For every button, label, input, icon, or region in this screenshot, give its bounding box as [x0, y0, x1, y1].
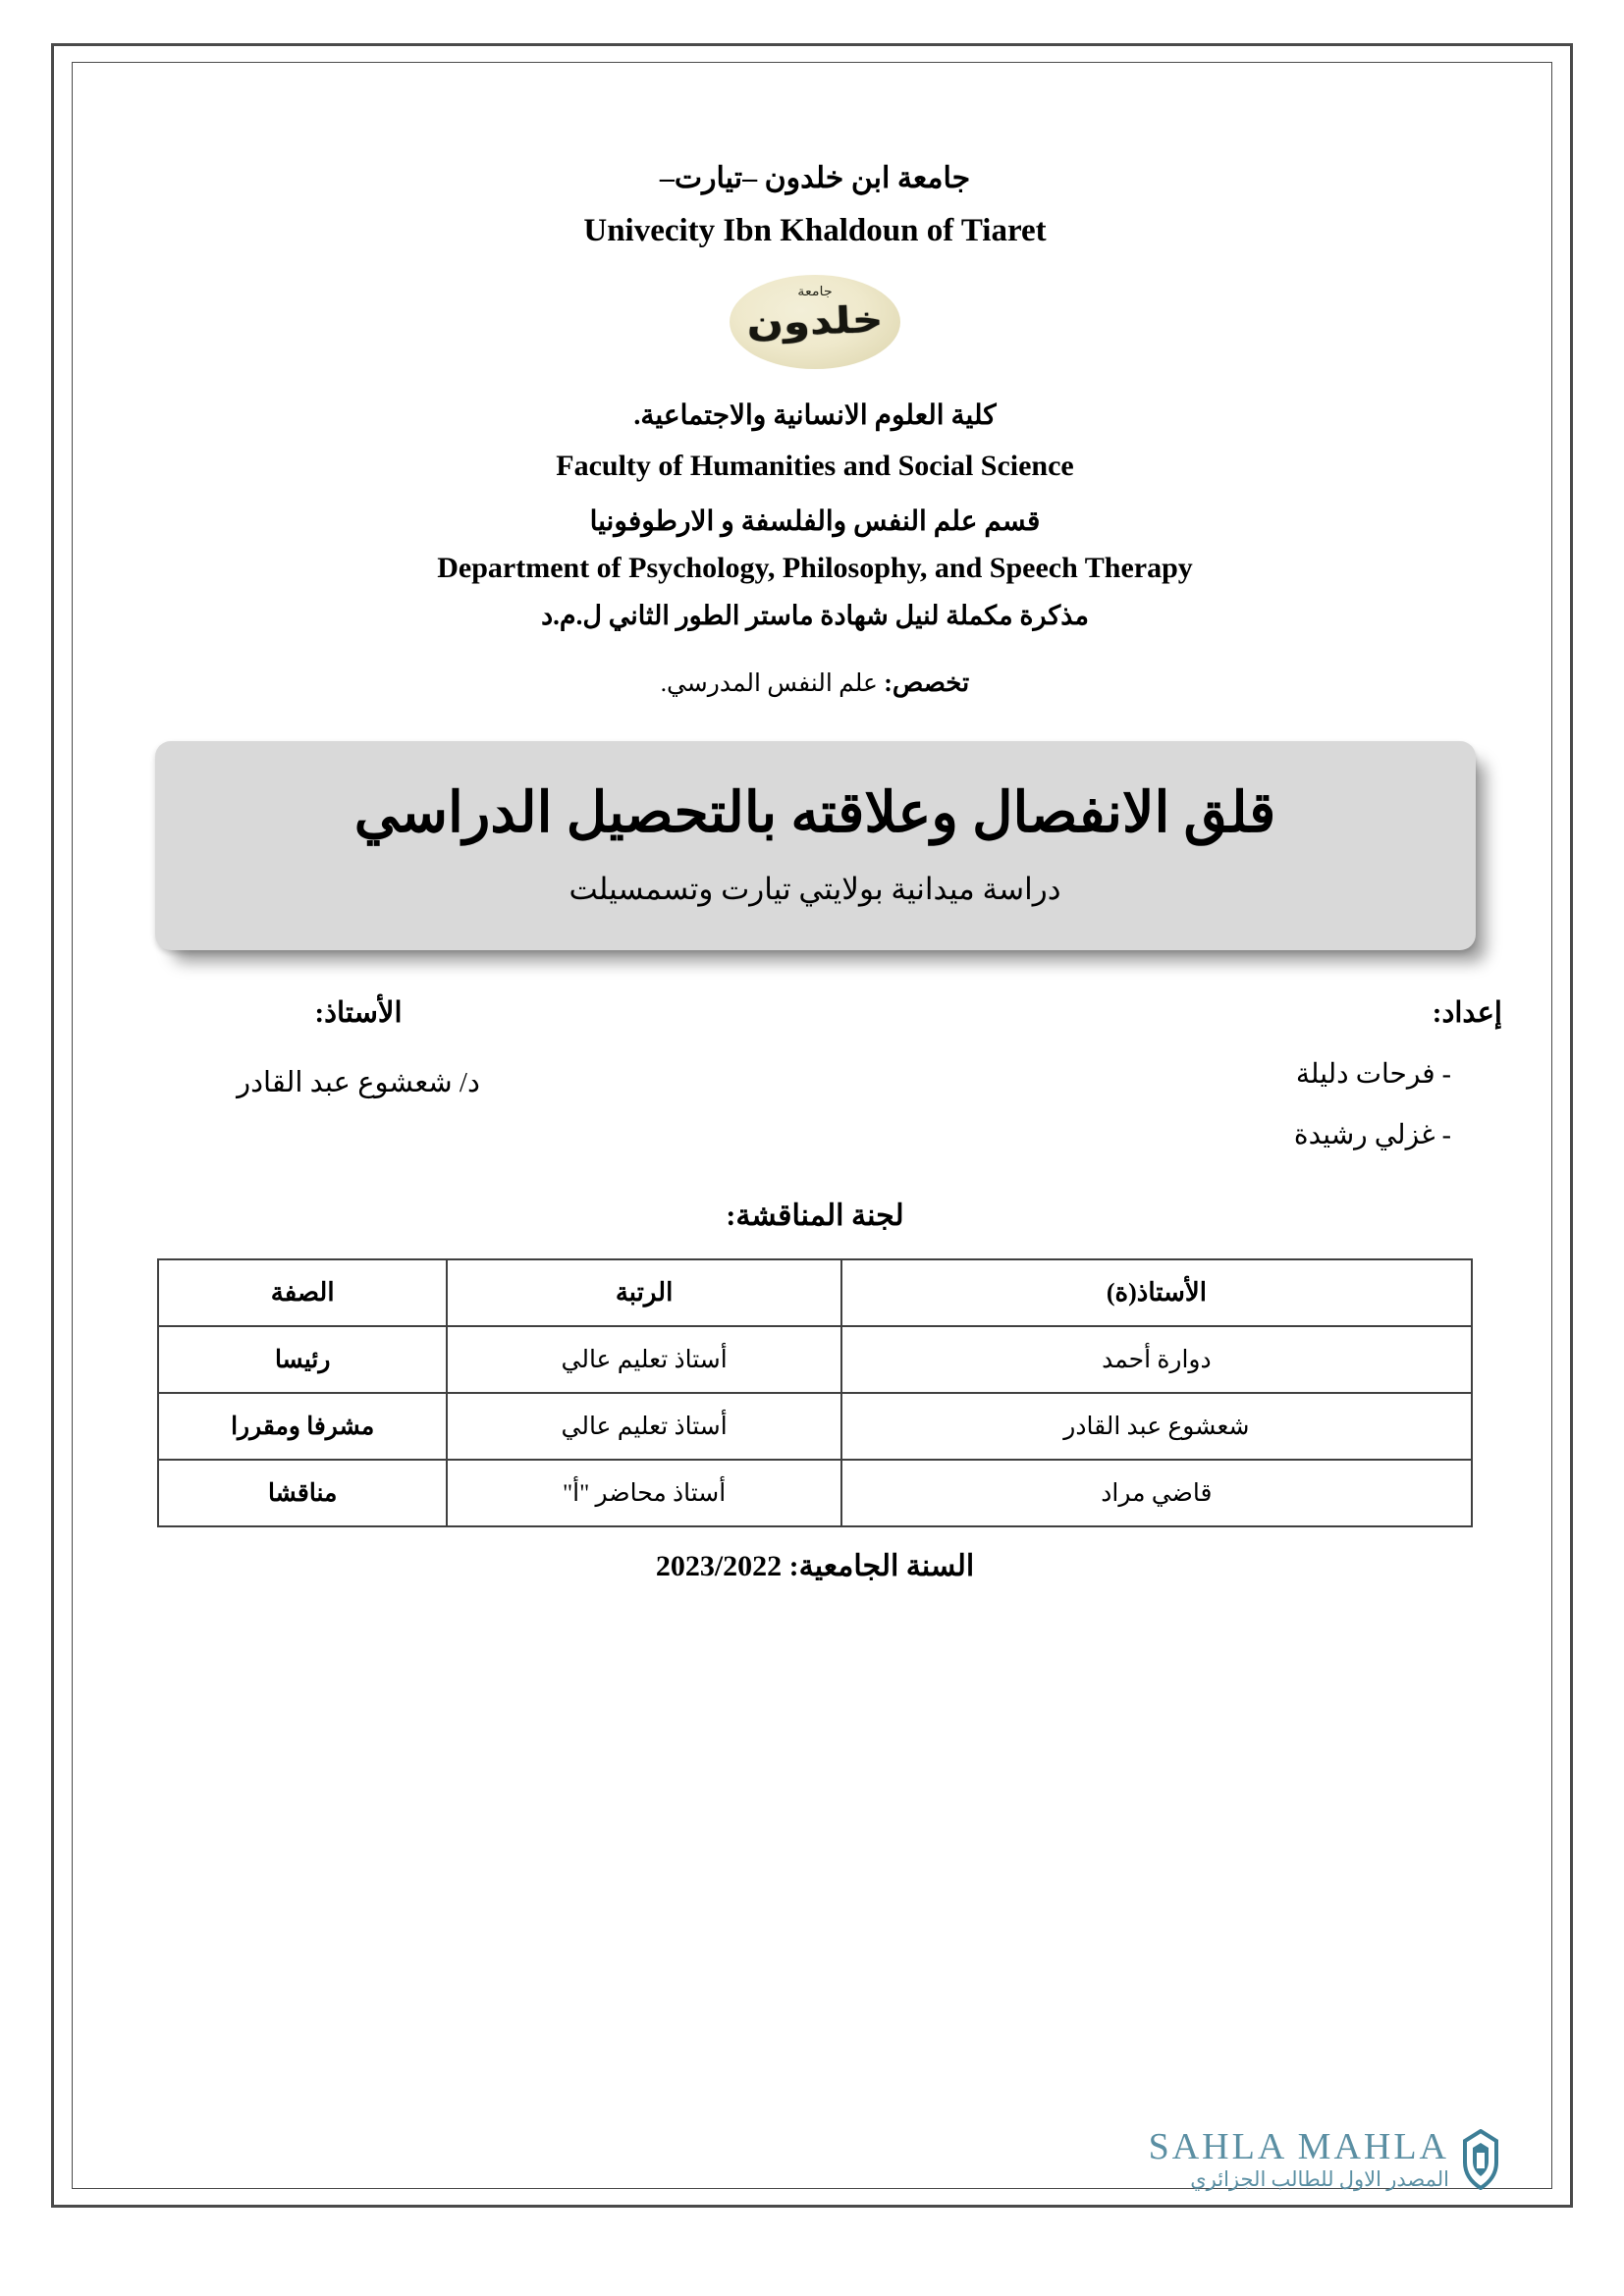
- jury-role: مناقشا: [158, 1460, 447, 1526]
- thesis-title-block: [155, 741, 1476, 950]
- jury-rank: أستاذ تعليم عالي: [447, 1326, 840, 1393]
- jury-name: شعشوع عبد القادر: [841, 1393, 1472, 1460]
- thesis-title-box: [155, 741, 1476, 950]
- table-header-row: [158, 1259, 1472, 1326]
- jury-rank: أستاذ تعليم عالي: [447, 1393, 840, 1460]
- jury-table: [157, 1258, 1473, 1527]
- seal-oval-shape: [730, 275, 900, 369]
- university-logo: [88, 275, 1542, 369]
- people-section: [88, 995, 1542, 1151]
- degree-statement: مذكرة مكملة لنيل شهادة ماستر الطور الثاني ل.م.د: [541, 601, 1089, 630]
- thesis-subtitle: دراسة ميدانية بولايتي تيارت وتسمسيلت: [568, 872, 1061, 907]
- supervisor-name: د/ شعشوع عبد القادر: [237, 1067, 480, 1099]
- table-row: [158, 1326, 1472, 1393]
- author-item: - غزلي رشيدة: [1293, 1120, 1451, 1151]
- department-name-arabic: قسم علم النفس والفلسفة و الارطوفونيا: [589, 507, 1041, 537]
- faculty-name-english: Faculty of Humanities and Social Science: [556, 450, 1074, 482]
- jury-name: قاضي مراد: [841, 1460, 1472, 1526]
- column-header-name: الأستاذ(ة): [841, 1259, 1472, 1326]
- supervisor-label: الأستاذ:: [314, 997, 403, 1030]
- specialization-label: تخصص:: [884, 668, 970, 697]
- thesis-title: قلق الانفصال وعلاقته بالتحصيل الدراسي: [353, 782, 1276, 844]
- watermark-sahla-mahla: [1070, 2128, 1502, 2190]
- specialization-value: علم النفس المدرسي.: [660, 670, 878, 697]
- cover-page-content: [88, 69, 1542, 2189]
- column-header-role: الصفة: [158, 1259, 447, 1326]
- authors-column: [1119, 995, 1502, 1151]
- watermark-text: [1149, 2128, 1449, 2190]
- academic-year-label: السنة الجامعية:: [788, 1550, 975, 1583]
- table-row: [158, 1460, 1472, 1526]
- watermark-subtitle: المصدر الاول للطالب الجزائري: [1190, 2167, 1449, 2191]
- university-name-english: Univecity Ibn Khaldoun of Tiaret: [583, 213, 1047, 248]
- faculty-name-arabic: كلية العلوم الانسانية والاجتماعية.: [633, 400, 997, 431]
- supervisor-column: [167, 995, 550, 1099]
- authors-label: إعداد:: [1432, 997, 1502, 1030]
- table-row: [158, 1393, 1472, 1460]
- department-name-english: Department of Psychology, Philosophy, and Speech Therapy: [437, 552, 1193, 584]
- watermark-logo-icon: [1459, 2129, 1502, 2190]
- seal-calligraphy: خلدون: [745, 298, 885, 346]
- jury-role: مشرفا ومقررا: [158, 1393, 447, 1460]
- academic-year-value: 2023/2022: [655, 1550, 783, 1583]
- jury-name: دوارة أحمد: [841, 1326, 1472, 1393]
- academic-year-line: [88, 1549, 1542, 1583]
- jury-role: رئيسا: [158, 1326, 447, 1393]
- jury-heading: لجنة المناقشة:: [726, 1200, 904, 1233]
- author-item: - فرحات دليلة: [1295, 1059, 1451, 1091]
- watermark-title: SAHLA MAHLA: [1148, 2126, 1449, 2167]
- university-name-arabic: جامعة ابن خلدون –تيارت–: [659, 162, 971, 194]
- seal-top-calligraphy: جامعة: [797, 285, 833, 299]
- specialization-line: [88, 668, 1542, 698]
- jury-rank: أستاذ محاضر "أ": [447, 1460, 840, 1526]
- column-header-rank: الرتبة: [447, 1259, 840, 1326]
